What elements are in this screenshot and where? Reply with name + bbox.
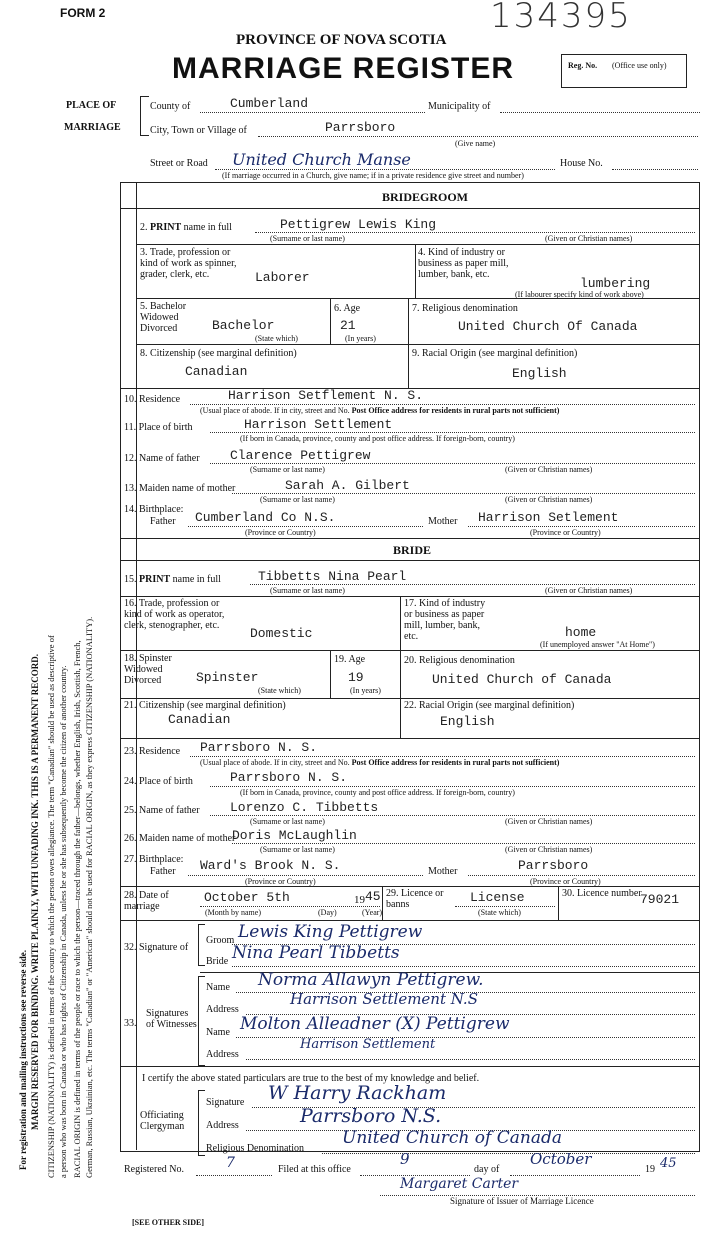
- form-element: [124, 776, 193, 787]
- dotted-rule: [210, 815, 695, 816]
- bridegroom-residence-label: Residence: [139, 394, 181, 405]
- bride-industry-label: [404, 598, 494, 642]
- dotted-rule: [190, 756, 695, 757]
- footer-year-prefix: 19: [645, 1164, 655, 1175]
- bride-n24: 24.: [124, 776, 137, 787]
- dotted-rule: [612, 169, 698, 170]
- bride-birth-value: Parrsboro N. S.: [230, 770, 348, 785]
- witness-num: 33.: [124, 1018, 137, 1029]
- bridegroom-heading: BRIDEGROOM: [382, 190, 469, 204]
- signatures-address-label: Address: [206, 1120, 239, 1131]
- bridegroom-citizenship-label: Citizenship (see marginal definition): [150, 348, 297, 359]
- dotted-rule: [215, 169, 555, 170]
- bridegroom-given-note: (Given or Christian names): [505, 845, 593, 854]
- signatures-n32: 32.: [124, 942, 137, 953]
- dotted-rule: [200, 906, 380, 907]
- bridegroom-birth-note: (If born in Canada, province, county and post office address. If foreign-born, country): [240, 788, 515, 797]
- bridegroom-birth-label: Place of birth: [139, 776, 193, 787]
- groom-bp-mother-value: Harrison Setlement: [478, 510, 619, 525]
- bride-bp-mother-value: Parrsboro: [518, 858, 589, 873]
- signatures-name-label: Name: [206, 1027, 230, 1038]
- give-name-note: (Give name): [455, 139, 496, 148]
- bride-name-value: Tibbetts Nina Pearl: [258, 569, 407, 584]
- vertical-rule: [415, 244, 416, 298]
- groom-birth-value: Harrison Settlement: [244, 417, 393, 432]
- bride-n25: 25.: [124, 805, 137, 816]
- dotted-rule: [200, 112, 425, 113]
- form-element: [200, 406, 559, 415]
- form-element: [124, 805, 200, 816]
- bride-signature: Nina Pearl Tibbetts: [232, 943, 400, 963]
- certify-text: I certify the above stated particulars are true to the best of my knowledge and belief.: [142, 1073, 480, 1084]
- groom-religion-value: United Church Of Canada: [458, 319, 638, 334]
- bridegroom-bp-father-label: Father: [150, 866, 176, 877]
- clergy-denom-label: Religious Denomination: [206, 1143, 305, 1154]
- form-element: [124, 833, 235, 844]
- dotted-rule: [232, 843, 695, 844]
- issuer-note: Signature of Issuer of Marriage Licence: [450, 1196, 594, 1206]
- bridegroom-residence-note: (Usual place of abode. If in city, street and No.: [200, 758, 350, 767]
- filed-month-value: October: [530, 1150, 592, 1168]
- marriage-licence-no-label: Licence number: [577, 888, 642, 899]
- vertical-rule: [558, 886, 559, 920]
- bridegroom-residence-note-b: Post Office address for residents in rural parts not sufficient): [351, 406, 560, 415]
- witness-label: Signatures of Witnesses: [146, 1008, 197, 1030]
- bridegroom-state-which: (State which): [258, 686, 301, 695]
- form-element: [124, 700, 286, 711]
- marriage-label: MARRIAGE: [64, 122, 121, 133]
- bridegroom-racial-label: Racial Origin (see marginal definition): [422, 348, 578, 359]
- groom-industry-value: lumbering: [580, 276, 651, 291]
- sidebar-line-1: For registration and mailing instructions see reverse side.: [18, 950, 28, 1170]
- groom-status-value: Bachelor: [212, 318, 275, 333]
- bride-racial-value: English: [440, 714, 495, 729]
- bridegroom-residence-label: Residence: [139, 746, 181, 757]
- bridegroom-n6: 6.: [334, 303, 342, 314]
- dotted-rule: [210, 463, 695, 464]
- state-which: (State which): [255, 334, 298, 343]
- marriage-date-value: October 5th: [204, 890, 290, 905]
- bride-age-value: 19: [348, 670, 364, 685]
- vertical-rule: [408, 344, 409, 388]
- office-use-label: (Office use only): [612, 61, 667, 70]
- bride-religion-value: United Church of Canada: [432, 672, 612, 687]
- bridegroom-residence-note: (Usual place of abode. If in city, street and No.: [200, 406, 350, 415]
- bride-status-label: [124, 653, 194, 686]
- dotted-rule: [455, 906, 555, 907]
- bride-n22: 22.: [404, 700, 417, 711]
- municipality-label: Municipality of: [428, 101, 491, 112]
- bride-status-label: Spinster Widowed Divorced: [124, 653, 172, 686]
- bridegroom-surname-note: (Surname or last name): [250, 465, 325, 474]
- dotted-rule: [232, 966, 695, 967]
- vertical-rule: [400, 698, 401, 738]
- bride-n15: 15.: [124, 574, 137, 585]
- bridegroom-n3: 3.: [140, 247, 148, 258]
- bridegroom-surname-note: (Surname or last name): [270, 586, 345, 595]
- horizontal-rule: [121, 596, 699, 597]
- given-note: (Given or Christian names): [545, 234, 633, 243]
- bridegroom-industry-label: Kind of industry or business as paper mill, lumber, bank, etc.: [418, 247, 509, 280]
- street-note: (If marriage occurred in a Church, give name; if in a private residence give street and number): [222, 171, 524, 180]
- groom-name-value: Pettigrew Lewis King: [280, 217, 437, 232]
- signatures-sig-label: Signature of: [139, 942, 189, 953]
- form-element: [124, 854, 183, 865]
- month-note: (Month by name): [205, 908, 261, 917]
- vertical-rule: [400, 650, 401, 698]
- bridegroom-mother-label: Maiden name of mother: [139, 833, 236, 844]
- bride-industry-value: home: [565, 625, 597, 640]
- horizontal-rule: [121, 886, 699, 887]
- bride-n17: 17.: [404, 598, 417, 609]
- horizontal-rule: [121, 208, 699, 209]
- bride-print: PRINT: [139, 574, 171, 585]
- bridegroom-n7: 7.: [412, 303, 420, 314]
- sidebar-line-4: a person who was born in Canada or who has rights of Citizenship in Canada, unless he or she has subsequently become the citizen of another country.: [58, 665, 68, 1178]
- bridegroom-given-note: (Given or Christian names): [545, 586, 633, 595]
- dotted-rule: [246, 1059, 695, 1060]
- signatures-address-label: Address: [206, 1004, 239, 1015]
- filed-year-value: 45: [660, 1156, 677, 1171]
- groom-racial-label: [412, 348, 577, 359]
- marriage-n30: 30.: [562, 888, 575, 899]
- form-element: [198, 1090, 205, 1156]
- licence-no-label: [562, 888, 652, 899]
- dotted-rule: [468, 526, 695, 527]
- form-number: FORM 2: [60, 6, 106, 20]
- bridegroom-n5: 5.: [140, 301, 148, 312]
- groom-mother-value: Sarah A. Gilbert: [285, 478, 410, 493]
- form-element: [198, 976, 205, 1066]
- filed-day-value: 9: [400, 1150, 410, 1168]
- bride-residence-value: Parrsboro N. S.: [200, 740, 318, 755]
- bridegroom-n14: 14.: [124, 504, 137, 515]
- bridegroom-prov-note: (Province or Country): [530, 528, 601, 537]
- county-value: Cumberland: [230, 96, 309, 111]
- signatures-name-label: Name: [206, 982, 230, 993]
- years-note: (In years): [345, 334, 376, 343]
- sig-label: [124, 942, 194, 953]
- house-label: House No.: [560, 158, 603, 169]
- bridegroom-state-which: (State which): [478, 908, 521, 917]
- bridegroom-religion-label: Religious denomination: [422, 303, 518, 314]
- sidebar-line-2: MARGIN RESERVED FOR BINDING. WRITE PLAINLY, WITH UNFADING INK. THIS IS A PERMANENT RECORD.: [30, 653, 40, 1130]
- bride-n21: 21.: [124, 700, 137, 711]
- bridegroom-trade-label: Trade, profession or kind of work as spinner, grader, clerk, etc.: [140, 247, 237, 280]
- horizontal-rule: [121, 650, 699, 651]
- witness2-name: Molton Alleadner (X) Pettigrew: [240, 1014, 510, 1034]
- bp-father-label: Father: [150, 516, 176, 527]
- reg-no-box: [561, 54, 687, 88]
- vertical-rule: [382, 886, 383, 920]
- groom-signature: Lewis King Pettigrew: [238, 922, 423, 942]
- bridegroom-prov-note: (Province or Country): [245, 528, 316, 537]
- bride-industry-note: (If unemployed answer "At Home"): [540, 640, 655, 649]
- groom-age-label: [334, 303, 360, 314]
- groom-birth-label: [124, 422, 193, 433]
- groom-father-value: Clarence Pettigrew: [230, 448, 371, 463]
- bridegroom-print: PRINT: [150, 222, 182, 233]
- bridegroom-prov-note: (Province or Country): [530, 877, 601, 886]
- form-element: [334, 654, 365, 665]
- street-label: Street or Road: [150, 158, 208, 169]
- bridegroom-citizenship-label: Citizenship (see marginal definition): [139, 700, 286, 711]
- bridegroom-n4: 4.: [418, 247, 426, 258]
- sidebar-line-3: CITIZENSHIP (NATIONALITY) is defined in terms of the country to which the person owes allegiance. The term "Canadian" should be used as descriptive of: [46, 635, 56, 1178]
- clergy-address: Parrsboro N.S.: [300, 1105, 442, 1127]
- bride-status-value: Spinster: [196, 670, 259, 685]
- reg-no-label: Reg. No.: [568, 61, 598, 70]
- bridegroom-surname-note: (Surname or last name): [250, 817, 325, 826]
- bride-father-value: Lorenzo C. Tibbetts: [230, 800, 379, 815]
- groom-bp-father-value: Cumberland Co N.S.: [195, 510, 336, 525]
- horizontal-rule: [121, 738, 699, 739]
- bridegroom-status-label: Bachelor Widowed Divorced: [140, 301, 187, 334]
- city-value: Parrsboro: [325, 120, 396, 135]
- groom-status-label: [140, 301, 200, 334]
- licence-label: [386, 888, 446, 910]
- groom-residence-label: [124, 394, 180, 405]
- groom-age-value: 21: [340, 318, 356, 333]
- horizontal-rule: [137, 298, 699, 299]
- sidebar-line-6: German, Russian, Ukrainian, etc. The terms "Canadian" or "American" should not be used for RACIAL ORIGIN, as they express CITIZENSHIP (NATIONALITY).: [84, 616, 94, 1178]
- day-note: (Day): [318, 908, 337, 917]
- year-prefix: 19: [354, 894, 365, 906]
- bridegroom-n9: 9.: [412, 348, 420, 359]
- bridegroom-years: (In years): [350, 686, 381, 695]
- horizontal-rule: [137, 344, 699, 345]
- horizontal-rule: [121, 698, 699, 699]
- bride-sig-label: Bride: [206, 956, 229, 967]
- registered-label: Registered No.: [124, 1164, 184, 1175]
- dotted-rule: [500, 112, 700, 113]
- horizontal-rule: [121, 560, 699, 561]
- groom-father-label: [124, 453, 200, 464]
- filed-label: Filed at this office: [278, 1164, 351, 1175]
- groom-birthplace-label: [124, 504, 183, 515]
- street-value: United Church Manse: [232, 150, 411, 169]
- bridegroom-n2: 2.: [140, 222, 148, 233]
- date-label: [124, 890, 194, 912]
- bridegroom-given-note: (Given or Christian names): [505, 465, 593, 474]
- bridegroom-religion-label: Religious denomination: [419, 655, 515, 666]
- bridegroom-bp-mother-label: Mother: [428, 866, 458, 877]
- bride-n16: 16.: [124, 598, 137, 609]
- horizontal-rule: [121, 1066, 699, 1067]
- issuer-signature: Margaret Carter: [400, 1176, 519, 1192]
- bridegroom-birthplace-label: Birthplace:: [139, 854, 184, 865]
- bride-n26: 26.: [124, 833, 137, 844]
- birth-note: (If born in Canada, province, county and post office address. If foreign-born, country): [240, 434, 515, 443]
- bride-bp-father-value: Ward's Brook N. S.: [200, 858, 341, 873]
- clergy-denomination: United Church of Canada: [342, 1128, 562, 1148]
- marriage-n28: 28.: [124, 890, 137, 901]
- sidebar-line-5: RACIAL ORIGIN is defined in terms of the people or race to which the person—traced through the father—belongs, whether English, Irish, Scottish, French,: [72, 640, 82, 1178]
- groom-citizenship-label: [140, 348, 297, 359]
- bridegroom-birth-label: Place of birth: [138, 422, 193, 433]
- dotted-rule: [188, 875, 423, 876]
- form-element: [404, 700, 574, 711]
- bride-n18: 18.: [124, 653, 137, 664]
- county-label: County of: [150, 101, 191, 112]
- licence-value: License: [470, 890, 525, 905]
- dotted-rule: [250, 584, 695, 585]
- bride-n19: 19.: [334, 654, 347, 665]
- dotted-rule: [255, 232, 695, 233]
- horizontal-rule: [121, 538, 699, 539]
- bride-n23: 23.: [124, 746, 137, 757]
- bridegroom-age-label: Age: [348, 654, 366, 665]
- bride-trade-value: Domestic: [250, 626, 313, 641]
- bridegroom-n13: 13.: [124, 483, 137, 494]
- dotted-rule: [210, 432, 695, 433]
- bridegroom-name-label: name in full: [183, 222, 232, 233]
- bridegroom-birthplace-label: Birthplace:: [139, 504, 184, 515]
- bridegroom-n8: 8.: [140, 348, 148, 359]
- bridegroom-n11: 11.: [124, 422, 137, 433]
- licence-no-value: 79021: [640, 892, 680, 907]
- vertical-rule: [408, 298, 409, 344]
- bridegroom-father-label: Name of father: [139, 805, 200, 816]
- registered-value: 7: [226, 1155, 235, 1171]
- marriage-licence-label: Licence or banns: [386, 888, 444, 910]
- bride-trade-label: [124, 598, 239, 631]
- bride-name-label: [124, 574, 221, 585]
- bridegroom-surname-note: (Surname or last name): [260, 845, 335, 854]
- registration-number-handwritten: 134395: [490, 0, 632, 36]
- vertical-rule: [330, 298, 331, 344]
- dotted-rule: [190, 404, 695, 405]
- groom-citizenship-value: Canadian: [185, 364, 248, 379]
- marriage-year-value: 45: [365, 889, 381, 904]
- bridegroom-father-label: Name of father: [139, 453, 200, 464]
- witness1-name: Norma Allawyn Pettigrew.: [258, 970, 484, 990]
- page-title: MARRIAGE REGISTER: [172, 52, 515, 85]
- bridegroom-age-label: Age: [343, 303, 361, 314]
- groom-name-label: [140, 222, 232, 233]
- form-element: [124, 746, 180, 757]
- industry-note: (If labourer specify kind of work above): [515, 290, 644, 299]
- surname-note: (Surname or last name): [270, 234, 345, 243]
- groom-trade-value: Laborer: [255, 270, 310, 285]
- groom-racial-value: English: [512, 366, 567, 381]
- dotted-rule: [468, 875, 695, 876]
- dotted-rule: [258, 136, 698, 137]
- dotted-rule: [510, 1175, 640, 1176]
- officiating-label: Officiating Clergyman: [140, 1110, 185, 1132]
- clergy-signature: W Harry Rackham: [268, 1082, 447, 1104]
- bride-citizenship-value: Canadian: [168, 712, 231, 727]
- bridegroom-n10: 10.: [124, 394, 137, 405]
- bridegroom-industry-label: Kind of industry or business as paper mill, lumber, bank, etc.: [404, 598, 486, 642]
- witness1-address: Harrison Settlement N.S: [290, 990, 478, 1008]
- marriage-n29: 29.: [386, 888, 399, 899]
- signatures-address-label: Address: [206, 1049, 239, 1060]
- dotted-rule: [188, 526, 423, 527]
- horizontal-rule: [137, 244, 699, 245]
- groom-residence-value: Harrison Setflement N. S.: [228, 388, 424, 403]
- groom-trade-label: [140, 247, 245, 280]
- groom-mother-label: [124, 483, 235, 494]
- bridegroom-prov-note: (Province or Country): [245, 877, 316, 886]
- vertical-rule: [330, 650, 331, 698]
- province-heading: PROVINCE OF NOVA SCOTIA: [236, 32, 447, 48]
- bridegroom-surname-note: (Surname or last name): [260, 495, 335, 504]
- groom-religion-label: [412, 303, 518, 314]
- vertical-rule: [400, 596, 401, 650]
- marriage-date-label: Date of marriage: [124, 890, 169, 912]
- form-element: [404, 655, 515, 666]
- bride-trade-label: Trade, profession or kind of work as operator, clerk, stenographer, etc.: [124, 598, 225, 631]
- bridegroom-mother-label: Maiden name of mother: [139, 483, 236, 494]
- bride-heading: BRIDE: [393, 543, 432, 557]
- day-of-label: day of: [474, 1164, 500, 1175]
- bride-name-label: name in full: [172, 574, 221, 585]
- form-element: [198, 924, 205, 966]
- year-note: (Year): [362, 908, 383, 917]
- dotted-rule: [210, 786, 695, 787]
- bridegroom-residence-note-b: Post Office address for residents in rural parts not sufficient): [351, 758, 560, 767]
- place-of-label: PLACE OF: [66, 100, 117, 111]
- city-label: City, Town or Village of: [150, 125, 247, 136]
- groom-sig-label: Groom: [206, 935, 235, 946]
- place-bracket: [140, 96, 149, 136]
- bridegroom-racial-label: Racial Origin (see marginal definition): [419, 700, 575, 711]
- clergy-sig-label: Signature: [206, 1097, 245, 1108]
- bridegroom-given-note: (Given or Christian names): [505, 817, 593, 826]
- bp-mother-label: Mother: [428, 516, 458, 527]
- bride-n27: 27.: [124, 854, 137, 865]
- dotted-rule: [232, 493, 695, 494]
- see-other-side: [SEE OTHER SIDE]: [132, 1218, 205, 1227]
- horizontal-rule: [121, 920, 699, 921]
- bridegroom-n12: 12.: [124, 453, 137, 464]
- bride-n20: 20.: [404, 655, 417, 666]
- dotted-rule: [322, 1153, 695, 1154]
- form-element: [200, 758, 559, 767]
- dotted-rule: [196, 1175, 272, 1176]
- witness2-address: Harrison Settlement: [300, 1037, 436, 1052]
- groom-industry-label: [418, 247, 518, 280]
- bride-mother-value: Doris McLaughlin: [232, 828, 357, 843]
- bridegroom-given-note: (Given or Christian names): [505, 495, 593, 504]
